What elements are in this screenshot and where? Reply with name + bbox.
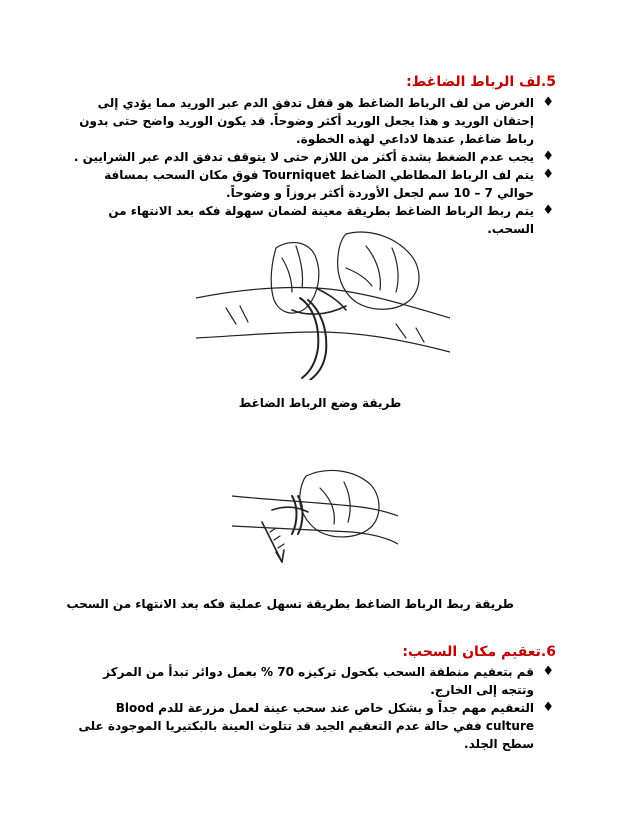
bullet-diamond-icon: ♦ — [542, 149, 554, 164]
bullet-diamond-icon: ♦ — [542, 167, 554, 182]
section-6-heading: 6.تعقيم مكان السحب: — [402, 644, 556, 660]
tourniquet-placement-illustration — [196, 228, 450, 380]
list-item: ♦ يجب عدم الضغط بشدة أكثر من اللازم حتى لا يتوقف تدفق الدم عبر الشرايين . — [73, 149, 554, 164]
bullet-diamond-icon: ♦ — [542, 95, 554, 110]
list-item: ♦ التعقيم مهم جداً و بشكل خاص عند سحب عينة لعمل مزرعة للدم Blood culture ففي حالة عدم التعقيم الجيد قد تتلوث العينة بالبكتيريا الموجودة على سطح الجلد. — [78, 700, 554, 751]
list-item: ♦ قم بتعقيم منطقة السحب بكحول تركيزه 70 % بعمل دوائر تبدأ من المركز وتتجه إلى الخارج. — [103, 664, 554, 697]
tourniquet-tie-illustration — [232, 466, 398, 576]
bullet-diamond-icon: ♦ — [542, 203, 554, 218]
list-item: ♦ الغرض من لف الرباط الضاغط هو قفل تدفق الدم عبر الوريد مما يؤدي إلى إحتقان الوريد و هذا يجعل الوريد أكثر وضوحاً. قد يكون الوريد واضح حتى بدون رباط ضاغط, عندها لاداعي لهذه الخطوة. — [79, 95, 554, 146]
list-item: ♦ يتم ربط الرباط الضاغط بطريقة معينة لضمان سهولة فكه بعد الانتهاء من السحب. — [108, 203, 554, 236]
section-6-bullets — [68, 663, 554, 753]
section-5-heading: 5.لف الرباط الضاغط: — [406, 74, 556, 90]
figure-1-caption: طريقة وضع الرباط الضاغط — [238, 396, 402, 410]
list-item: ♦ يتم لف الرباط المطاطي الضاغط Tourniquet فوق مكان السحب بمسافة حوالي 7 – 10 سم لجعل الأوردة أكثر بروزاً و وضوحاً. — [104, 167, 554, 200]
bullet-diamond-icon: ♦ — [542, 664, 554, 679]
bullet-diamond-icon: ♦ — [542, 700, 554, 715]
section-5-bullets — [68, 94, 554, 238]
figure-2-caption: طريقة ربط الرباط الضاغط بطريقة تسهل عملية فكه بعد الانتهاء من السحب — [66, 597, 514, 611]
